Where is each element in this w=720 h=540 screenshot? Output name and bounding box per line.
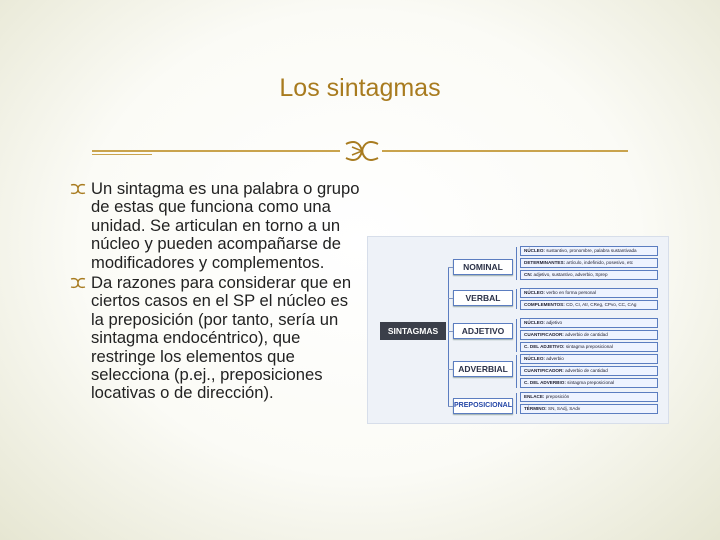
slide-title: Los sintagmas (279, 74, 441, 102)
ornament-divider-icon (344, 138, 380, 164)
category-box-preposicional: PREPOSICIONAL (453, 398, 513, 414)
sintagmas-diagram (367, 236, 669, 424)
category-box-adjetivo: ADJETIVO (453, 323, 513, 339)
detail-box: NÚCLEO: adjetivo (520, 318, 658, 328)
group-bracket (516, 355, 517, 388)
detail-box: C. DEL ADVERBIO: sintagma preposicional (520, 378, 658, 388)
detail-box: CUANTIFICADOR: adverbio de cantidad (520, 330, 658, 340)
ornament-bullet-icon (70, 183, 86, 195)
group-bracket (516, 393, 517, 414)
detail-box: NÚCLEO: sustantivo, pronombre, palabra sustantivada (520, 246, 658, 256)
bullet-list (70, 180, 360, 405)
detail-box: CUANTIFICADOR: adverbio de cantidad (520, 366, 658, 376)
root-bracket (448, 267, 449, 407)
category-box-nominal: NOMINAL (453, 259, 513, 275)
category-box-adverbial: ADVERBIAL (453, 361, 513, 377)
detail-box: COMPLEMENTOS: CD, CI, Atr, CReg, CPvo, CC, CAg (520, 300, 658, 310)
detail-box: C. DEL ADJETIVO: sintagma preposicional (520, 342, 658, 352)
bullet-item (70, 274, 360, 403)
detail-box: NÚCLEO: adverbio (520, 354, 658, 364)
divider-line-left-thin (92, 154, 152, 155)
divider-line-left (92, 150, 340, 152)
bullet-item (70, 180, 360, 272)
detail-box: DETERMINANTES: artículo, indefinido, posesivo, etc (520, 258, 658, 268)
divider-line-right (382, 150, 628, 152)
detail-box: TÉRMINO: SN, SAdj, SAdv (520, 404, 658, 414)
ornament-bullet-icon (70, 277, 86, 289)
bullet-text: Da razones para considerar que en ciertos casos en el SP el núcleo es la preposición (por tanto, sería un sintagma endocéntrico), que restringe los elementos que selecciona (p.ej., preposiciones locativas o de dirección). (91, 273, 352, 403)
group-bracket (516, 319, 517, 352)
detail-box: ENLACE: preposición (520, 392, 658, 402)
detail-box: CN: adjetivo, sustantivo, adverbio, Sprep (520, 270, 658, 280)
detail-box: NÚCLEO: verbo en forma personal (520, 288, 658, 298)
group-bracket (516, 247, 517, 280)
bullet-text: Un sintagma es una palabra o grupo de estas que funciona como una unidad. Se articulan en torno a un núcleo y pueden acompañarse de modificadores y complementos. (91, 179, 360, 272)
category-box-verbal: VERBAL (453, 290, 513, 306)
diagram-root-box: SINTAGMAS (380, 322, 446, 340)
group-bracket (516, 289, 517, 309)
